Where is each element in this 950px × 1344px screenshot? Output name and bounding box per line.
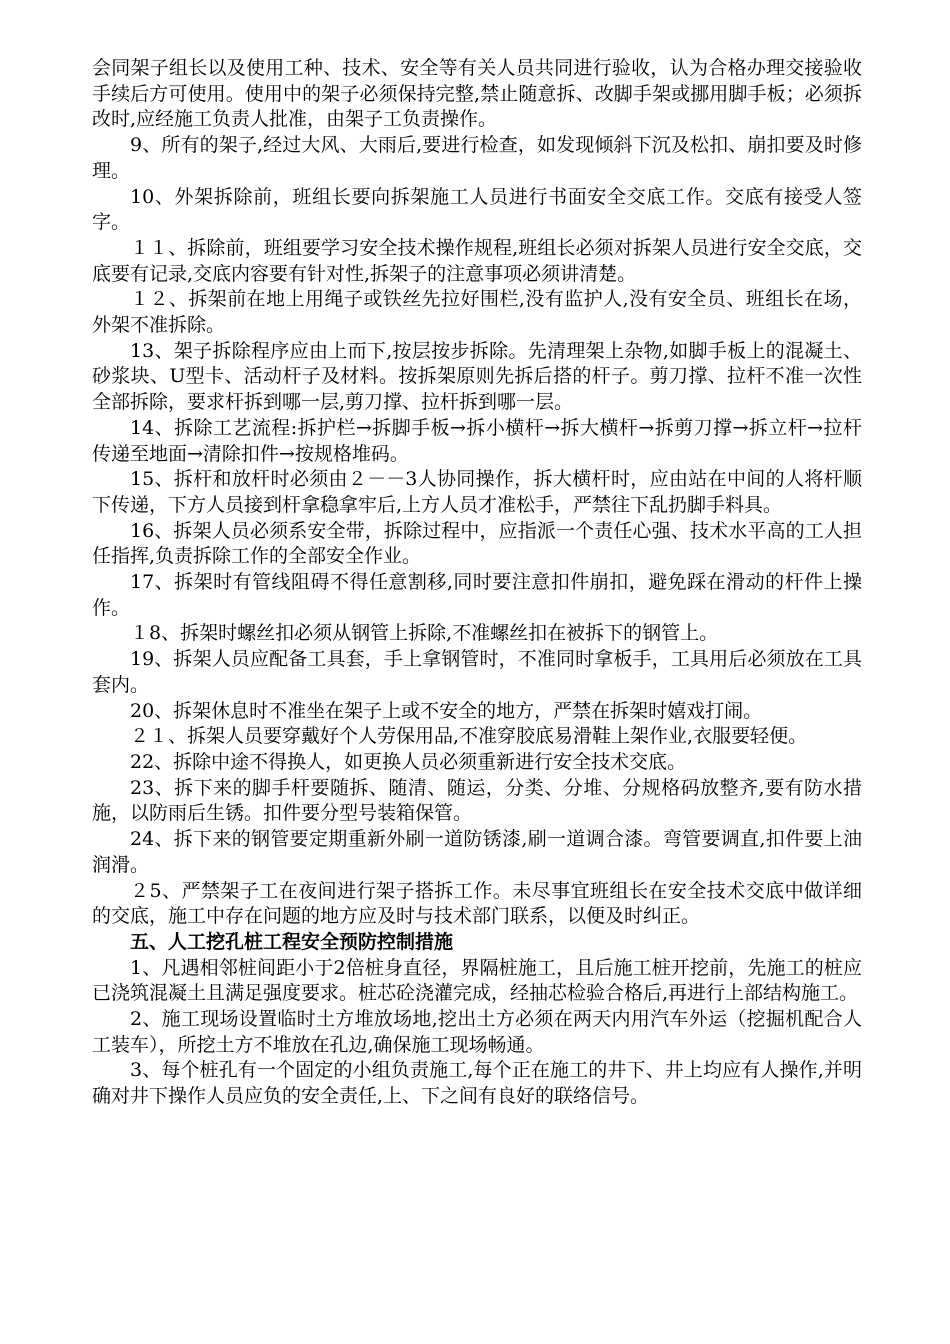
paragraph: 17、拆架时有管线阻碍不得任意割移,同时要注意扣件崩扣，避免踩在滑动的杆件上操作。 bbox=[92, 571, 862, 619]
paragraph: 24、拆下来的钢管要定期重新外刷一道防锈漆,刷一道调合漆。弯管要调直,扣件要上油润滑。 bbox=[92, 828, 862, 876]
paragraph: 2、施工现场设置临时土方堆放场地,挖出土方必须在两天内用汽车外运（挖掘机配合人工装车），所挖土方不堆放在孔边,确保施工现场畅通。 bbox=[92, 1008, 862, 1056]
paragraph: ２１、拆架人员要穿戴好个人劳保用品,不准穿胶底易滑鞋上架作业,衣服要轻便。 bbox=[130, 725, 808, 748]
paragraph: 20、拆架休息时不准坐在架子上或不安全的地方，严禁在拆架时嬉戏打闹。 bbox=[130, 699, 763, 722]
paragraph: 1、凡遇相邻桩间距小于2倍桩身直径，界隔桩施工，且后施工桩开挖前，先施工的桩应已浇筑混凝土且满足强度要求。桩芯砼浇灌完成，经抽芯检验合格后,再进行上部结构施工。 bbox=[92, 956, 862, 1005]
section-heading: 五、人工挖孔桩工程安全预防控制措施 bbox=[130, 930, 454, 953]
paragraph: １１、拆除前，班组要学习安全技术操作规程,班组长必须对拆架人员进行安全交底，交底要有记录,交底内容要有针对性,拆架子的注意事项必须讲清楚。 bbox=[92, 236, 862, 285]
paragraph: 13、架子拆除程序应由上而下,按层按步拆除。先清理架上杂物,如脚手板上的混凝土、砂浆块、U型卡、活动杆子及材料。按拆架原则先拆后搭的杆子。剪刀撑、拉杆不准一次性全部拆除，要求杆拆到哪一层,剪刀撑、拉杆拆到哪一层。 bbox=[92, 339, 862, 414]
paragraph: １8、拆架时螺丝扣必须从钢管上拆除,不准螺丝扣在被拆下的钢管上。 bbox=[130, 622, 719, 645]
paragraph: 会同架子组长以及使用工种、技术、安全等有关人员共同进行验收，认为合格办理交接验收手续后方可使用。使用中的架子必须保持完整,禁止随意拆、改脚手架或挪用脚手板；必须拆改时,应经施工负责人批准，由架子工负责操作。 bbox=[92, 57, 862, 131]
paragraph: 19、拆架人员应配备工具套，手上拿钢管时，不准同时拿板手，工具用后必须放在工具套内。 bbox=[92, 648, 862, 696]
paragraph: 23、拆下来的脚手杆要随拆、随清、随运，分类、分堆、分规格码放整齐,要有防水措施，以防雨后生锈。扣件要分型号装箱保管。 bbox=[92, 776, 862, 825]
paragraph: 14、拆除工艺流程:拆护栏→拆脚手板→拆小横杆→拆大横杆→拆剪刀撑→拆立杆→拉杆传递至地面→清除扣件→按规格堆码。 bbox=[92, 416, 862, 465]
paragraph: 22、拆除中途不得换人，如更换人员必须重新进行安全技术交底。 bbox=[130, 750, 687, 773]
paragraph: １２、拆架前在地上用绳子或铁丝先拉好围栏,没有监护人,没有安全员、班组长在场，外架不准拆除。 bbox=[92, 288, 862, 337]
paragraph: 9、所有的架子,经过大风、大雨后,要进行检查，如发现倾斜下沉及松扣、崩扣要及时修理。 bbox=[92, 134, 862, 182]
paragraph: 10、外架拆除前，班组长要向拆架施工人员进行书面安全交底工作。交底有接受人签字。 bbox=[92, 185, 862, 234]
paragraph: ２5、严禁架子工在夜间进行架子搭拆工作。未尽事宜班组长在安全技术交底中做详细的交底，施工中存在问题的地方应及时与技术部门联系，以便及时纠正。 bbox=[92, 879, 862, 928]
paragraph: 15、拆杆和放杆时必须由２－－3人协同操作，拆大横杆时，应由站在中间的人将杆顺下传递，下方人员接到杆拿稳拿牢后,上方人员才准松手，严禁往下乱扔脚手料具。 bbox=[92, 468, 862, 516]
paragraph: 16、拆架人员必须系安全带，拆除过程中，应指派一个责任心强、技术水平高的工人担任指挥,负责拆除工作的全部安全作业。 bbox=[92, 519, 862, 568]
paragraph: 3、每个桩孔有一个固定的小组负责施工,每个正在施工的井下、井上均应有人操作,并明确对井下操作人员应负的安全责任,上、下之间有良好的联络信号。 bbox=[92, 1059, 862, 1108]
